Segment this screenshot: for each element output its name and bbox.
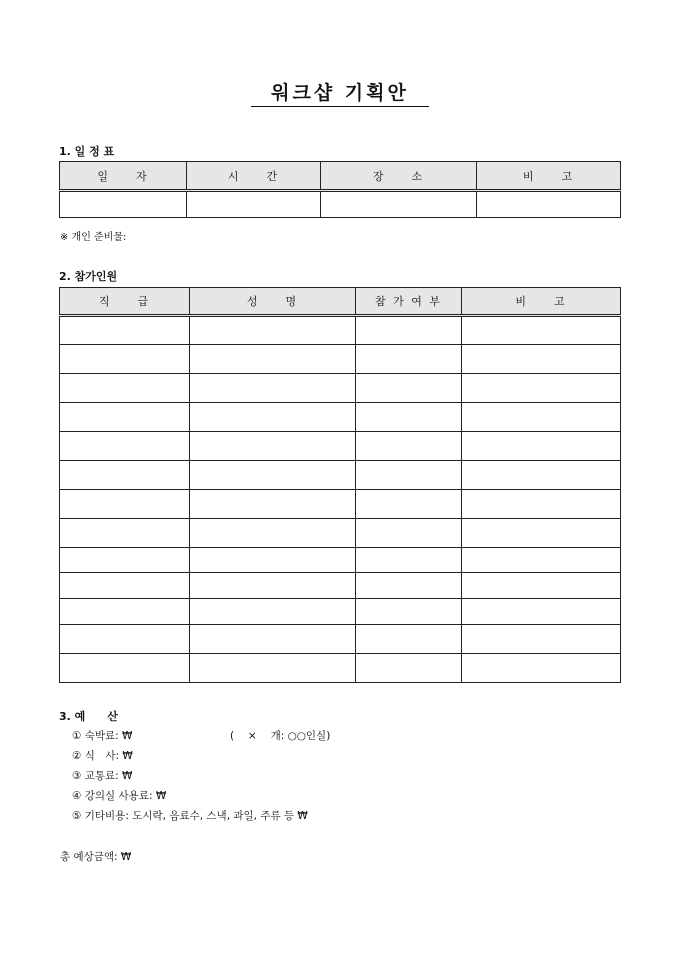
schedule-header-row: [60, 162, 621, 191]
attendee-rank-cell[interactable]: [60, 625, 190, 654]
attendee-row: [60, 548, 621, 573]
schedule-header-place: 장 소: [321, 162, 477, 191]
schedule-header-note: 비 고: [477, 162, 621, 191]
attendee-name-cell[interactable]: [190, 573, 356, 599]
schedule-header-date: 일 자: [60, 162, 187, 191]
attendee-name-cell[interactable]: [190, 519, 356, 548]
budget-item-room-fee: ④ 강의실 사용료: ₩: [72, 790, 167, 802]
attendee-note-cell[interactable]: [462, 519, 621, 548]
attendee-name-cell[interactable]: [190, 403, 356, 432]
attendee-attendance-cell[interactable]: [356, 432, 462, 461]
attendee-rank-cell[interactable]: [60, 654, 190, 683]
attendee-rank-cell[interactable]: [60, 519, 190, 548]
attendee-name-cell[interactable]: [190, 654, 356, 683]
attendee-note-cell[interactable]: [462, 461, 621, 490]
attendee-row: [60, 599, 621, 625]
attendee-rank-cell[interactable]: [60, 432, 190, 461]
attendee-rank-cell[interactable]: [60, 316, 190, 345]
total-estimate: 총 예상금액: ₩: [60, 851, 132, 863]
attendees-header-name: 성 명: [190, 288, 356, 316]
schedule-cell-note[interactable]: [477, 191, 621, 218]
attendee-rank-cell[interactable]: [60, 573, 190, 599]
attendees-table: [59, 287, 621, 683]
attendee-row: [60, 519, 621, 548]
schedule-heading: 1. 일 정 표: [59, 145, 115, 158]
budget-item-other: ⑤ 기타비용: 도시락, 음료수, 스낵, 과일, 주류 등 ₩: [72, 810, 308, 822]
attendee-note-cell[interactable]: [462, 490, 621, 519]
schedule-table: [59, 161, 621, 218]
attendee-note-cell[interactable]: [462, 403, 621, 432]
attendee-name-cell[interactable]: [190, 599, 356, 625]
attendee-row: [60, 573, 621, 599]
attendee-attendance-cell[interactable]: [356, 625, 462, 654]
personal-supplies-note: ※ 개인 준비물:: [60, 232, 127, 243]
attendee-note-cell[interactable]: [462, 432, 621, 461]
attendee-attendance-cell[interactable]: [356, 519, 462, 548]
attendee-attendance-cell[interactable]: [356, 599, 462, 625]
attendee-rank-cell[interactable]: [60, 403, 190, 432]
attendee-row: [60, 625, 621, 654]
attendee-row: [60, 403, 621, 432]
attendee-attendance-cell[interactable]: [356, 403, 462, 432]
title-underline: [251, 106, 429, 107]
attendees-header-note: 비 고: [462, 288, 621, 316]
attendee-note-cell[interactable]: [462, 548, 621, 573]
attendee-note-cell[interactable]: [462, 374, 621, 403]
attendee-rank-cell[interactable]: [60, 490, 190, 519]
attendee-note-cell[interactable]: [462, 316, 621, 345]
attendee-name-cell[interactable]: [190, 345, 356, 374]
attendee-rank-cell[interactable]: [60, 374, 190, 403]
attendee-name-cell[interactable]: [190, 548, 356, 573]
attendee-attendance-cell[interactable]: [356, 345, 462, 374]
attendee-rank-cell[interactable]: [60, 599, 190, 625]
attendee-attendance-cell[interactable]: [356, 654, 462, 683]
attendee-note-cell[interactable]: [462, 625, 621, 654]
schedule-cell-date[interactable]: [60, 191, 187, 218]
attendee-row: [60, 345, 621, 374]
attendee-name-cell[interactable]: [190, 461, 356, 490]
attendee-attendance-cell[interactable]: [356, 490, 462, 519]
budget-item-transport: ③ 교통료: ₩: [72, 770, 133, 782]
attendee-note-cell[interactable]: [462, 345, 621, 374]
attendee-attendance-cell[interactable]: [356, 316, 462, 345]
attendee-rank-cell[interactable]: [60, 461, 190, 490]
schedule-cell-place[interactable]: [321, 191, 477, 218]
budget-item-meals: ② 식 사: ₩: [72, 750, 133, 762]
schedule-row: [60, 191, 621, 218]
attendee-rank-cell[interactable]: [60, 345, 190, 374]
attendee-note-cell[interactable]: [462, 573, 621, 599]
attendee-name-cell[interactable]: [190, 625, 356, 654]
attendee-row: [60, 490, 621, 519]
document-title: 워크샵 기획안: [271, 82, 409, 104]
schedule-header-time: 시 간: [187, 162, 321, 191]
attendees-header-row: [60, 288, 621, 316]
attendee-name-cell[interactable]: [190, 374, 356, 403]
attendee-row: [60, 461, 621, 490]
attendee-row: [60, 316, 621, 345]
attendee-attendance-cell[interactable]: [356, 573, 462, 599]
attendee-note-cell[interactable]: [462, 599, 621, 625]
budget-lodging-detail: ( × 개: ○○인실): [230, 730, 331, 742]
attendee-attendance-cell[interactable]: [356, 548, 462, 573]
attendees-header-rank: 직 급: [60, 288, 190, 316]
attendee-row: [60, 654, 621, 683]
attendee-attendance-cell[interactable]: [356, 374, 462, 403]
attendee-name-cell[interactable]: [190, 432, 356, 461]
attendee-attendance-cell[interactable]: [356, 461, 462, 490]
attendees-header-attendance: 참 가 여 부: [356, 288, 462, 316]
attendee-row: [60, 374, 621, 403]
schedule-cell-time[interactable]: [187, 191, 321, 218]
attendee-row: [60, 432, 621, 461]
attendee-rank-cell[interactable]: [60, 548, 190, 573]
attendee-name-cell[interactable]: [190, 490, 356, 519]
attendee-note-cell[interactable]: [462, 654, 621, 683]
attendee-name-cell[interactable]: [190, 316, 356, 345]
attendees-heading: 2. 참가인원: [59, 270, 118, 283]
budget-item-lodging: ① 숙박료: ₩: [72, 730, 133, 742]
budget-heading: 3. 예 산: [59, 710, 118, 723]
